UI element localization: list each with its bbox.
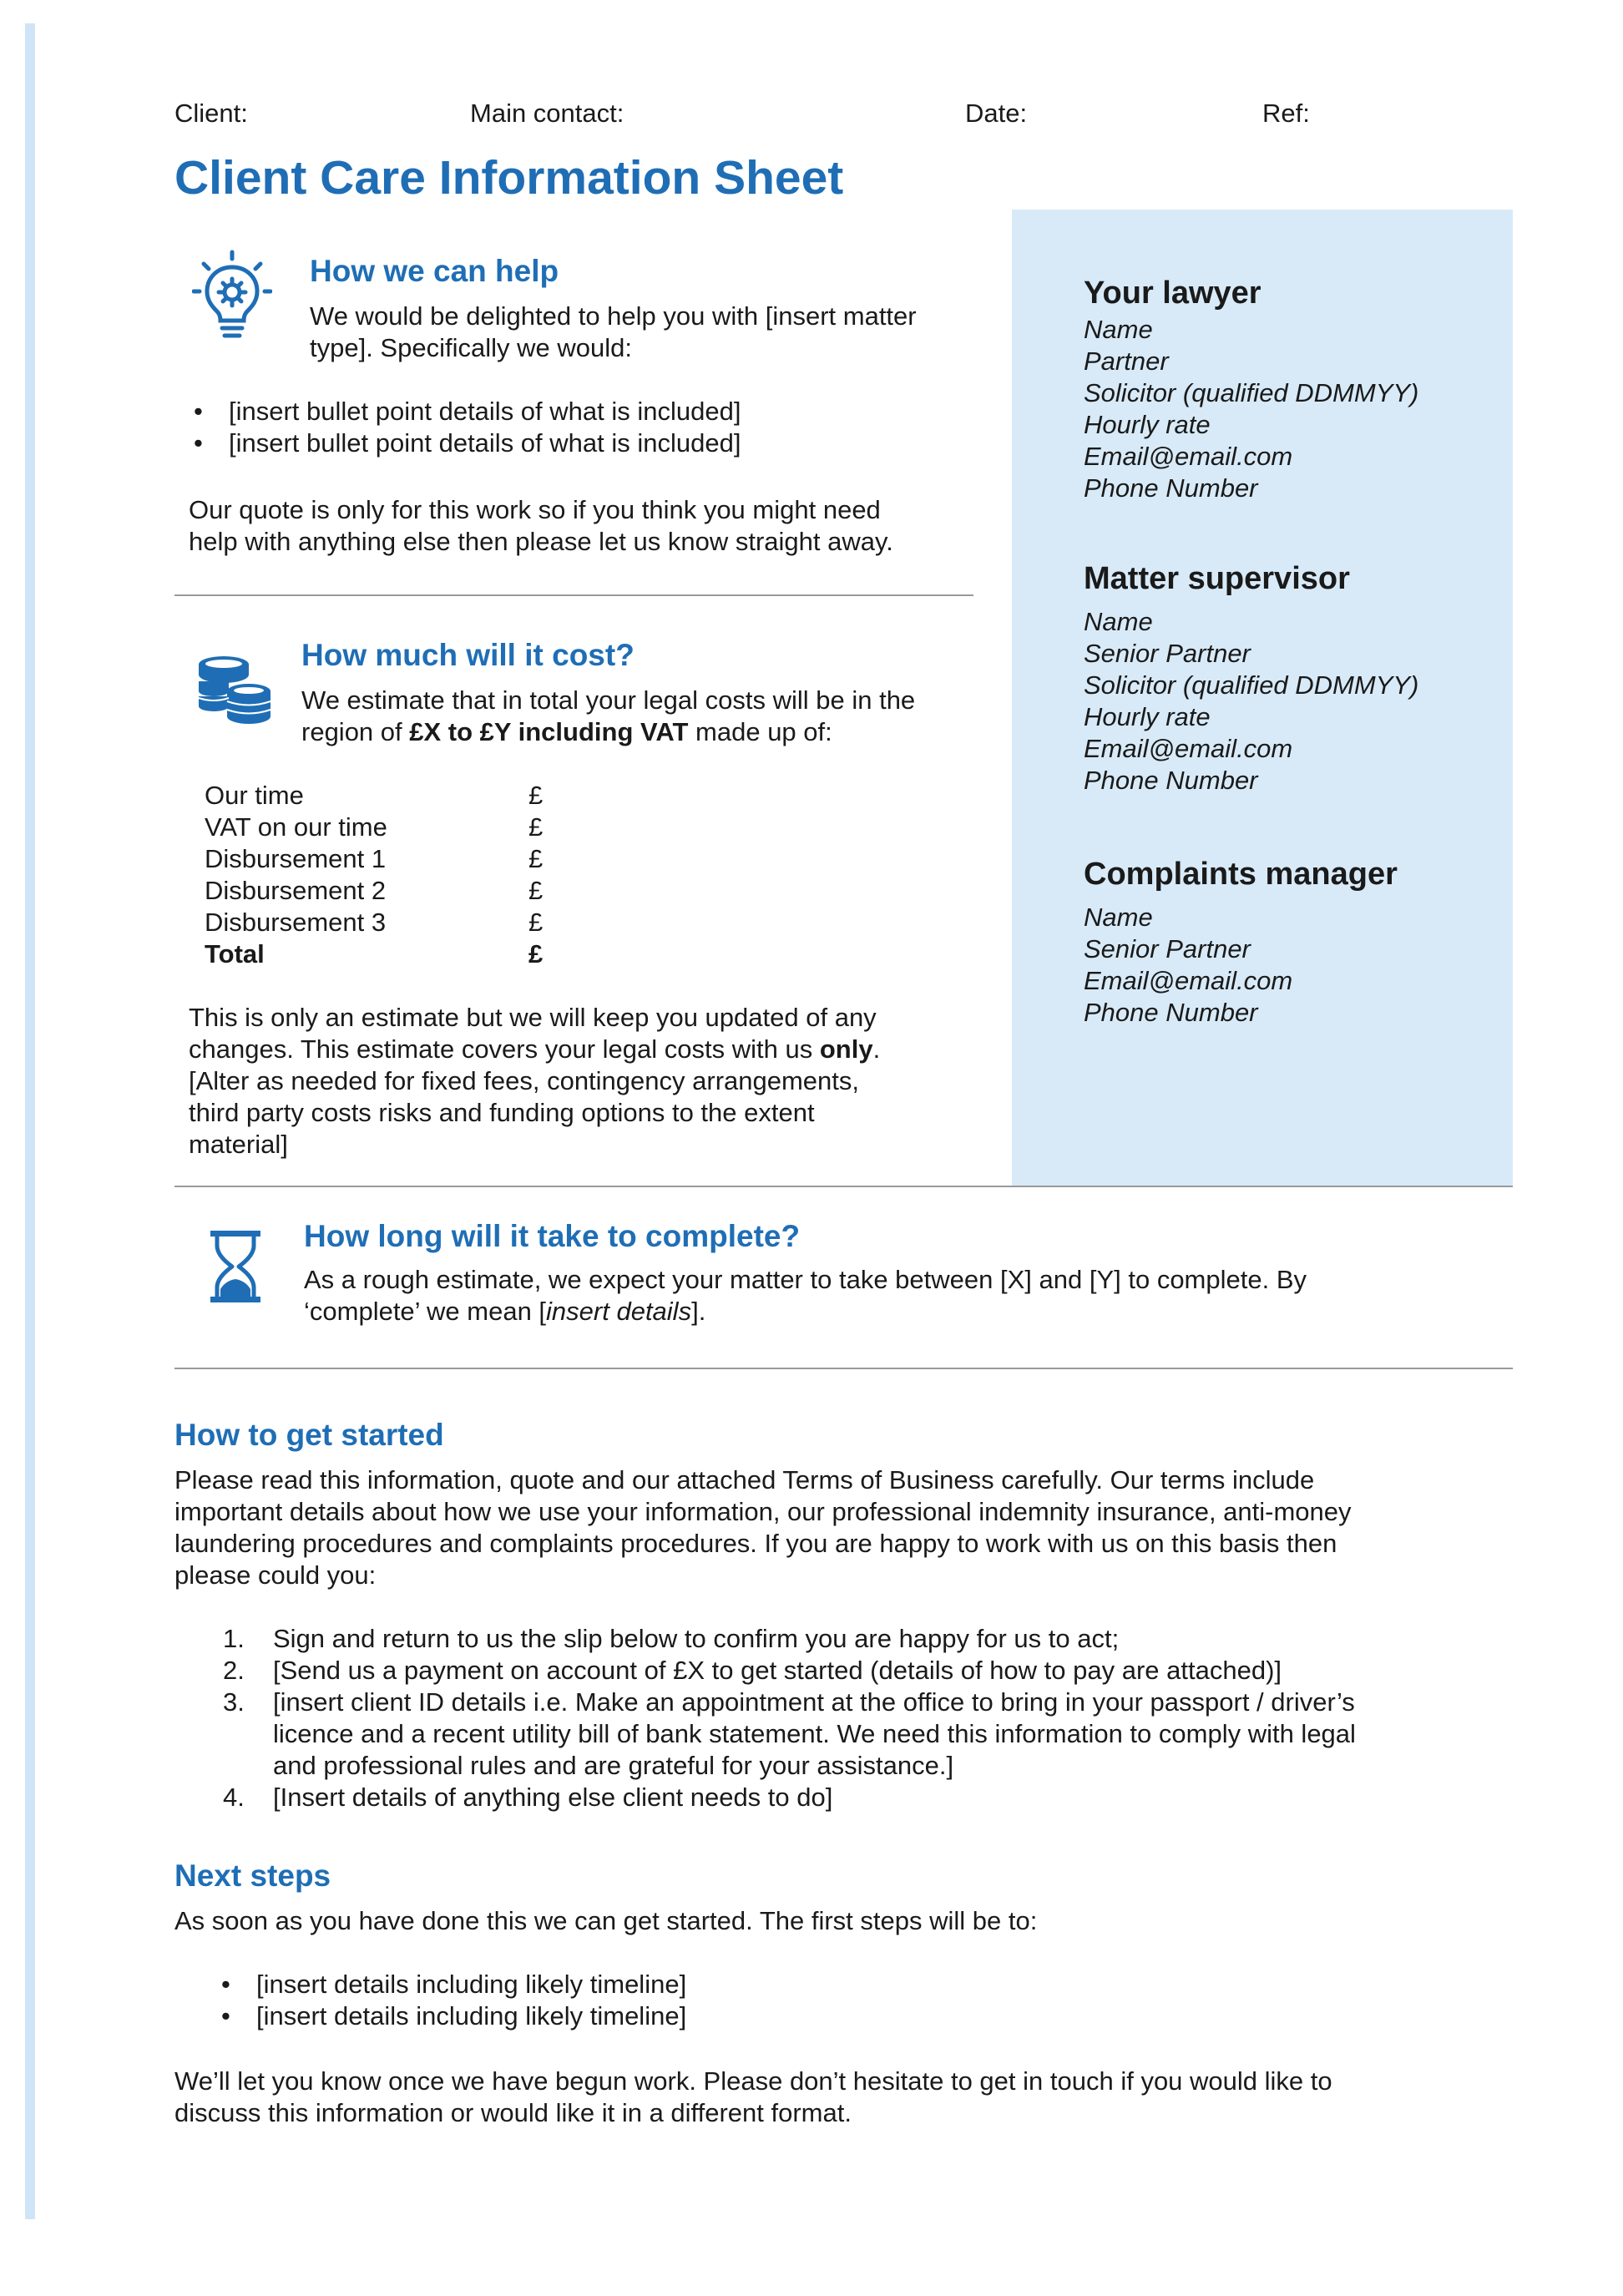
help-quote-line: help with anything else then please let us know straight away. — [189, 527, 893, 556]
lawyer-heading: Your lawyer — [1084, 276, 1261, 311]
cost-estimate-note — [189, 1002, 990, 1161]
duration-text — [304, 1264, 1489, 1328]
help-bullets — [189, 396, 940, 459]
date-label: Date: — [965, 99, 1028, 128]
help-quote-line: Our quote is only for this work so if you think you might need — [189, 495, 881, 524]
divider — [174, 1186, 1513, 1187]
lawyer-role: Partner — [1084, 346, 1169, 376]
complaints-name: Name — [1084, 903, 1153, 932]
lightbulb-gear-icon — [192, 249, 272, 341]
supervisor-qualification: Solicitor (qualified DDMMYY) — [1084, 670, 1419, 700]
divider — [174, 594, 973, 596]
duration-placeholder: insert details — [546, 1297, 692, 1326]
step-item — [174, 1782, 1527, 1813]
next-steps-bullets — [216, 1969, 1385, 2032]
cost-row-value: £ — [528, 908, 544, 937]
divider — [174, 1368, 1513, 1369]
get-started-steps — [174, 1623, 1527, 1813]
estimate-line: This is only an estimate but we will keep you updated of any — [189, 1003, 877, 1032]
estimate-emphasis: only — [819, 1034, 873, 1064]
cost-intro-line: We estimate that in total your legal costs will be in the — [301, 685, 916, 715]
step-line: [Send us a payment on account of £X to get started (details of how to pay are attached)] — [273, 1656, 1282, 1685]
estimate-line: third party costs risks and funding options to the extent — [189, 1098, 815, 1127]
lawyer-name: Name — [1084, 315, 1153, 344]
list-item: • [insert details including likely timeline] — [216, 1969, 1385, 2000]
help-intro-line: We would be delighted to help you with [insert matter — [310, 301, 917, 331]
complaints-role: Senior Partner — [1084, 934, 1251, 963]
help-heading: How we can help — [310, 254, 559, 288]
step-line: Sign and return to us the slip below to confirm you are happy for us to act; — [273, 1624, 1120, 1653]
get-started-paragraph — [174, 1464, 1527, 1591]
step-item — [174, 1623, 1527, 1655]
supervisor-role: Senior Partner — [1084, 639, 1251, 668]
step-item — [174, 1655, 1527, 1687]
complaints-phone: Phone Number — [1084, 998, 1258, 1027]
cost-row-label: Our time — [205, 781, 304, 810]
cost-range: £X to £Y including VAT — [409, 717, 689, 746]
step-line: licence and a recent utility bill of bank statement. We need this information to comply with legal — [273, 1719, 1356, 1748]
estimate-text: changes. This estimate covers your legal costs with us — [189, 1034, 820, 1064]
step-number: 3. — [223, 1687, 245, 1717]
supervisor-heading: Matter supervisor — [1084, 561, 1350, 596]
next-steps-closing — [174, 2066, 1527, 2129]
supervisor-phone: Phone Number — [1084, 766, 1258, 795]
supervisor-details — [1084, 606, 1418, 797]
get-started-line: please could you: — [174, 1560, 377, 1590]
step-number: 4. — [223, 1783, 245, 1812]
next-steps-intro: As soon as you have done this we can get started. The first steps will be to: — [174, 1906, 1038, 1935]
cost-row-value: £ — [528, 812, 544, 842]
get-started-line: important details about how we use your information, our professional indemnity insurance, anti-money — [174, 1497, 1352, 1526]
lawyer-phone: Phone Number — [1084, 473, 1258, 503]
coins-icon — [192, 653, 276, 730]
cost-row-value: £ — [528, 844, 544, 873]
complaints-heading: Complaints manager — [1084, 857, 1398, 892]
supervisor-name: Name — [1084, 607, 1153, 636]
list-item: • [insert details including likely timeline] — [216, 2000, 1385, 2032]
estimate-line: [Alter as needed for fixed fees, contingency arrangements, — [189, 1066, 860, 1095]
cost-intro-line — [301, 716, 978, 748]
cost-row-value: £ — [528, 781, 544, 810]
estimate-line: material] — [189, 1130, 288, 1159]
hourglass-icon — [209, 1231, 262, 1302]
left-accent-bar — [25, 23, 35, 2219]
next-steps-heading: Next steps — [174, 1859, 331, 1893]
step-line: [Insert details of anything else client needs to do] — [273, 1783, 833, 1812]
help-intro-line: type]. Specifically we would: — [310, 333, 632, 362]
lawyer-details — [1084, 314, 1418, 504]
lawyer-hourly-rate: Hourly rate — [1084, 410, 1211, 439]
closing-line: We’ll let you know once we have begun work. Please don’t hesitate to get in touch if you would like to — [174, 2066, 1332, 2096]
estimate-text: . — [872, 1034, 881, 1064]
cost-row-value: £ — [528, 939, 544, 968]
lawyer-qualification: Solicitor (qualified DDMMYY) — [1084, 378, 1419, 407]
cost-row-label: Disbursement 1 — [205, 844, 387, 873]
list-item: • [insert bullet point details of what is included] — [189, 427, 940, 459]
cost-intro-text: region of — [301, 717, 410, 746]
duration-line: As a rough estimate, we expect your matter to take between [X] and [Y] to complete. By — [304, 1265, 1307, 1294]
ref-label: Ref: — [1262, 99, 1310, 128]
duration-text-part: ]. — [691, 1297, 706, 1326]
cost-row-label: Total — [205, 939, 265, 968]
complaints-details — [1084, 902, 1292, 1029]
get-started-heading: How to get started — [174, 1418, 444, 1452]
list-item: • [insert bullet point details of what is included] — [189, 396, 940, 427]
lawyer-email: Email@email.com — [1084, 442, 1293, 471]
cost-row-label: Disbursement 3 — [205, 908, 387, 937]
cost-row-label: VAT on our time — [205, 812, 387, 842]
help-quote — [189, 494, 982, 558]
supervisor-hourly-rate: Hourly rate — [1084, 702, 1211, 731]
complaints-email: Email@email.com — [1084, 966, 1293, 995]
supervisor-email: Email@email.com — [1084, 734, 1293, 763]
cost-heading: How much will it cost? — [301, 638, 635, 672]
step-line: [insert client ID details i.e. Make an appointment at the office to bring in your passport / driver’s — [273, 1687, 1355, 1717]
step-item — [174, 1687, 1527, 1782]
duration-heading: How long will it take to complete? — [304, 1219, 801, 1253]
step-number: 2. — [223, 1656, 245, 1685]
cost-intro-text: made up of: — [688, 717, 832, 746]
duration-text-part: ‘complete’ we mean [ — [304, 1297, 547, 1326]
get-started-line: Please read this information, quote and our attached Terms of Business carefully. Our terms include — [174, 1465, 1315, 1494]
main-contact-label: Main contact: — [470, 99, 624, 128]
page-title: Client Care Information Sheet — [174, 151, 844, 205]
estimate-line — [189, 1034, 990, 1065]
cost-row-value: £ — [528, 876, 544, 905]
duration-line — [304, 1296, 1489, 1328]
closing-line: discuss this information or would like it in a different format. — [174, 2098, 852, 2127]
cost-intro — [301, 685, 978, 748]
step-line: and professional rules and are grateful for your assistance.] — [273, 1751, 954, 1780]
help-intro — [310, 301, 978, 364]
cost-row-label: Disbursement 2 — [205, 876, 387, 905]
get-started-line: laundering procedures and complaints procedures. If you are happy to work with us on this basis then — [174, 1529, 1337, 1558]
step-number: 1. — [223, 1624, 245, 1653]
client-label: Client: — [174, 99, 248, 128]
